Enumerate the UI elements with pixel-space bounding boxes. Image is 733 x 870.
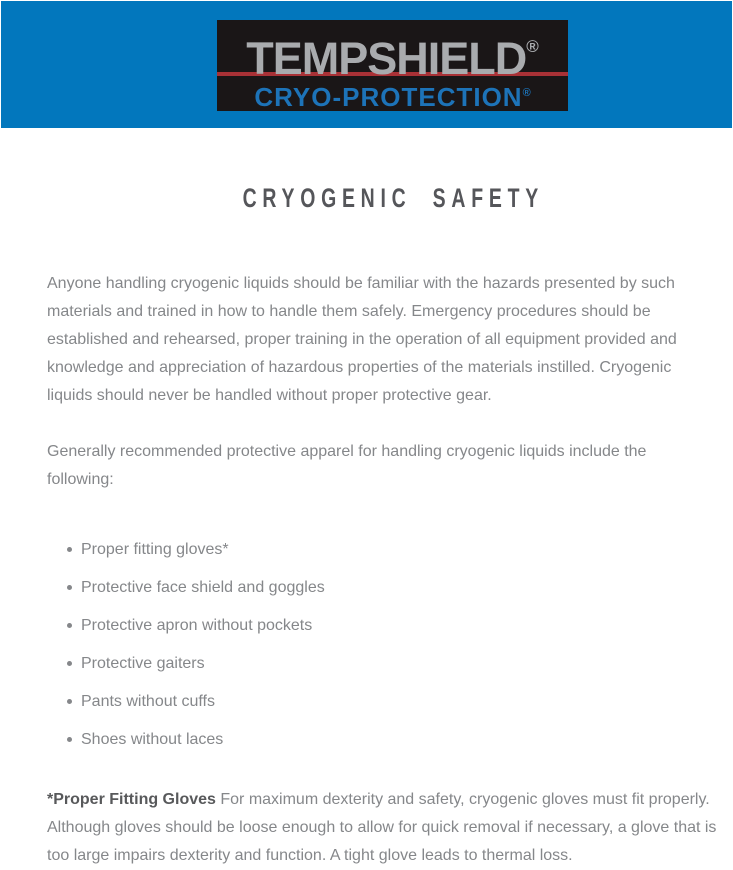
- logo-brand-label: TEMPSHIELD: [246, 33, 527, 84]
- list-item: [47, 612, 733, 640]
- recommendation-paragraph: Generally recommended protective apparel for handling cryogenic liquids include the following:: [47, 443, 647, 488]
- list-item-label: Protective face shield and goggles: [81, 579, 325, 596]
- apparel-list: [47, 536, 733, 754]
- bullet-icon: [67, 623, 72, 628]
- logo-brand-text: [217, 20, 568, 84]
- title-section: [47, 180, 733, 216]
- list-item-label: Shoes without laces: [81, 731, 224, 748]
- logo-tagline-label: CRYO-PROTECTION: [254, 82, 523, 112]
- bullet-icon: [67, 661, 72, 666]
- footnote-paragraph: [47, 786, 733, 870]
- list-item-label: Protective gaiters: [81, 655, 205, 672]
- tempshield-logo: [217, 20, 568, 111]
- bullet-icon: [67, 585, 72, 590]
- footnote-text: For maximum dexterity and safety, cryogenic gloves must fit properly. Although gloves should be loose enough to allow for quick removal if necessary, a glove that is too large impairs dexterity and function. A tight glove leads to thermal loss.: [47, 791, 717, 864]
- footnote-bold-label: *Proper Fitting Gloves: [47, 791, 216, 808]
- list-item: [47, 688, 733, 716]
- article-body: [47, 270, 733, 870]
- list-item: [47, 536, 733, 564]
- intro-paragraph: Anyone handling cryogenic liquids should be familiar with the hazards presented by such materials and trained in how to handle them safely. Emergency procedures should be established and rehearsed, proper training in the operation of all equipment provided and knowledge and appreciation of hazardous properties of the materials instilled. Cryogenic liquids should never be handled without proper protective gear.: [47, 275, 677, 404]
- page-title-text: CRYOGENIC SAFETY: [242, 183, 544, 213]
- list-item: [47, 650, 733, 678]
- logo-tagline-text: [217, 76, 568, 111]
- list-item-label: Protective apron without pockets: [81, 617, 313, 634]
- page-title: [47, 180, 733, 216]
- bullet-icon: [67, 737, 72, 742]
- list-item-label: Proper fitting gloves*: [81, 541, 229, 558]
- bullet-icon: [67, 547, 72, 552]
- list-item: [47, 726, 733, 754]
- list-item-label: Pants without cuffs: [81, 693, 215, 710]
- list-item: [47, 574, 733, 602]
- bullet-icon: [67, 699, 72, 704]
- registered-mark-icon: ®: [522, 87, 531, 99]
- header-banner: [1, 1, 732, 128]
- registered-mark-icon: ®: [526, 37, 539, 56]
